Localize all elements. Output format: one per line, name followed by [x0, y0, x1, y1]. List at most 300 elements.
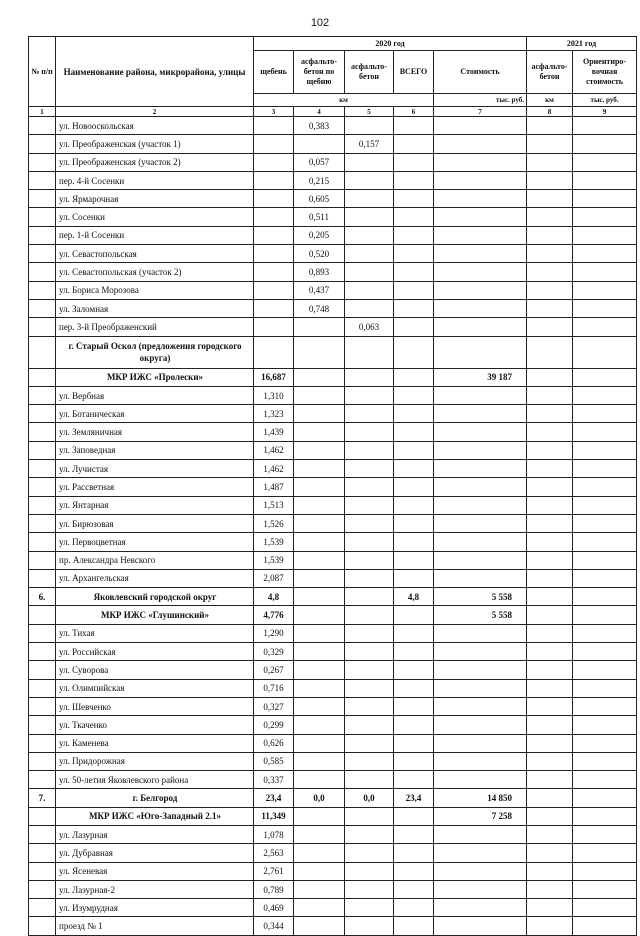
row-name: пр. Александра Невского	[56, 551, 254, 569]
cell-total	[394, 423, 434, 441]
cell-asph	[345, 190, 394, 208]
cell-est-cost-2021	[573, 190, 637, 208]
cell-asphalt-2021	[527, 551, 573, 569]
row-name: ул. Лазурная-2	[56, 880, 254, 898]
row-name: ул. Российская	[56, 643, 254, 661]
row-name: ул. Преображенская (участок 1)	[56, 135, 254, 153]
row-name: ул. Сосенки	[56, 208, 254, 226]
cell-total	[394, 807, 434, 825]
table-row	[29, 844, 637, 862]
cell-gravel: 2,761	[254, 862, 294, 880]
cell-asph	[345, 569, 394, 587]
cell-cost	[434, 318, 527, 336]
cell-asph-grav	[294, 899, 345, 917]
cell-gravel	[254, 299, 294, 317]
row-name: ул. Архангельская	[56, 569, 254, 587]
cell-asph-grav	[294, 734, 345, 752]
cell-asph-grav: 0,748	[294, 299, 345, 317]
row-name: ул. Шевченко	[56, 697, 254, 715]
cell-cost	[434, 679, 527, 697]
row-name: г. Старый Оскол (предложения городского округа)	[56, 336, 254, 368]
cell-asph	[345, 514, 394, 532]
cell-total	[394, 171, 434, 189]
cell-asphalt-2021	[527, 514, 573, 532]
cell-total	[394, 624, 434, 642]
cell-cost	[434, 734, 527, 752]
cell-est-cost-2021	[573, 624, 637, 642]
cell-asph-grav: 0,520	[294, 245, 345, 263]
cell-asphalt-2021	[527, 299, 573, 317]
row-name: пер. 4-й Сосенки	[56, 171, 254, 189]
cell-asph-grav: 0,383	[294, 117, 345, 135]
row-name: пер. 3-й Преображенский	[56, 318, 254, 336]
table-row	[29, 245, 637, 263]
unit-rub-2021: тыс. руб.	[573, 94, 637, 107]
cell-gravel: 1,462	[254, 441, 294, 459]
table-row	[29, 551, 637, 569]
cell-gravel: 0,329	[254, 643, 294, 661]
cell-est-cost-2021	[573, 514, 637, 532]
cell-gravel: 16,687	[254, 368, 294, 386]
cell-asphalt-2021	[527, 245, 573, 263]
row-number	[29, 661, 56, 679]
row-name: г. Белгород	[56, 789, 254, 807]
column-number: 2	[56, 107, 254, 117]
cell-asph-grav	[294, 460, 345, 478]
table-row	[29, 441, 637, 459]
row-number	[29, 917, 56, 935]
cell-asphalt-2021	[527, 386, 573, 404]
cell-gravel	[254, 208, 294, 226]
cell-total	[394, 862, 434, 880]
cell-total	[394, 135, 434, 153]
cell-gravel: 1,462	[254, 460, 294, 478]
cell-est-cost-2021	[573, 208, 637, 226]
header-asphalt: асфальто-бетон	[345, 51, 394, 94]
cell-est-cost-2021	[573, 697, 637, 715]
header-year-2021: 2021 год	[527, 37, 637, 51]
row-number	[29, 117, 56, 135]
header-gravel: щебень	[254, 51, 294, 94]
cell-cost	[434, 171, 527, 189]
row-number	[29, 405, 56, 423]
cell-asphalt-2021	[527, 661, 573, 679]
row-number	[29, 807, 56, 825]
cell-cost	[434, 135, 527, 153]
cell-asphalt-2021	[527, 171, 573, 189]
cell-asph-grav	[294, 917, 345, 935]
cell-est-cost-2021	[573, 880, 637, 898]
table-row	[29, 514, 637, 532]
cell-cost	[434, 226, 527, 244]
row-number	[29, 190, 56, 208]
cell-total	[394, 825, 434, 843]
column-number: 5	[345, 107, 394, 117]
table-row	[29, 752, 637, 770]
cell-est-cost-2021	[573, 299, 637, 317]
cell-cost	[434, 825, 527, 843]
header-asphalt-on-gravel: асфальто-бетон по щебню	[294, 51, 345, 94]
table-row	[29, 880, 637, 898]
cell-asph-grav	[294, 697, 345, 715]
cell-total	[394, 679, 434, 697]
cell-cost	[434, 752, 527, 770]
cell-asphalt-2021	[527, 752, 573, 770]
row-number	[29, 697, 56, 715]
cell-cost	[434, 190, 527, 208]
cell-cost	[434, 299, 527, 317]
cell-total	[394, 441, 434, 459]
row-number	[29, 514, 56, 532]
cell-asph-grav	[294, 318, 345, 336]
table-row	[29, 679, 637, 697]
cell-gravel: 0,344	[254, 917, 294, 935]
cell-est-cost-2021	[573, 734, 637, 752]
row-number: 6.	[29, 588, 56, 606]
cell-asph-grav: 0,605	[294, 190, 345, 208]
row-number	[29, 533, 56, 551]
cell-est-cost-2021	[573, 899, 637, 917]
cell-asph	[345, 551, 394, 569]
row-name: ул. Севастопольская	[56, 245, 254, 263]
cell-asphalt-2021	[527, 153, 573, 171]
cell-gravel: 1,290	[254, 624, 294, 642]
cell-cost	[434, 533, 527, 551]
cell-asphalt-2021	[527, 825, 573, 843]
cell-asph	[345, 899, 394, 917]
cell-gravel	[254, 226, 294, 244]
cell-asphalt-2021	[527, 281, 573, 299]
cell-asph-grav	[294, 624, 345, 642]
header-asphalt-2021: асфальто-бетон	[527, 51, 573, 94]
table-row	[29, 190, 637, 208]
cell-asphalt-2021	[527, 336, 573, 368]
row-number	[29, 368, 56, 386]
row-number	[29, 899, 56, 917]
row-number	[29, 386, 56, 404]
cell-total	[394, 368, 434, 386]
cell-total	[394, 117, 434, 135]
cell-gravel: 0,299	[254, 716, 294, 734]
cell-cost	[434, 880, 527, 898]
row-name: проезд № 1	[56, 917, 254, 935]
cell-cost	[434, 245, 527, 263]
table-row	[29, 771, 637, 789]
cell-gravel: 1,323	[254, 405, 294, 423]
cell-est-cost-2021	[573, 117, 637, 135]
cell-est-cost-2021	[573, 551, 637, 569]
row-name: ул. Заломная	[56, 299, 254, 317]
cell-est-cost-2021	[573, 318, 637, 336]
cell-asph	[345, 588, 394, 606]
cell-gravel	[254, 153, 294, 171]
row-number	[29, 825, 56, 843]
row-name: ул. Тихая	[56, 624, 254, 642]
cell-asphalt-2021	[527, 441, 573, 459]
cell-asph	[345, 844, 394, 862]
row-name: ул. Олимпийская	[56, 679, 254, 697]
cell-total	[394, 569, 434, 587]
header-name: Наименование района, микрорайона, улицы	[56, 37, 254, 107]
cell-asphalt-2021	[527, 135, 573, 153]
cell-cost: 5 558	[434, 588, 527, 606]
row-number	[29, 771, 56, 789]
cell-total	[394, 551, 434, 569]
row-name: ул. Ботаническая	[56, 405, 254, 423]
cell-asphalt-2021	[527, 880, 573, 898]
cell-est-cost-2021	[573, 643, 637, 661]
section-row	[29, 588, 637, 606]
row-name: ул. Лучистая	[56, 460, 254, 478]
cell-gravel: 0,267	[254, 661, 294, 679]
cell-total	[394, 299, 434, 317]
cell-cost	[434, 862, 527, 880]
cell-asph-grav	[294, 514, 345, 532]
cell-total	[394, 844, 434, 862]
row-number: 7.	[29, 789, 56, 807]
cell-asph	[345, 771, 394, 789]
row-name: ул. Севастопольская (участок 2)	[56, 263, 254, 281]
cell-asph-grav	[294, 368, 345, 386]
cell-cost	[434, 514, 527, 532]
cell-asph-grav	[294, 135, 345, 153]
cell-gravel: 1,078	[254, 825, 294, 843]
cell-asphalt-2021	[527, 899, 573, 917]
cell-total	[394, 899, 434, 917]
row-name: ул. Первоцветная	[56, 533, 254, 551]
cell-total	[394, 405, 434, 423]
cell-est-cost-2021	[573, 405, 637, 423]
row-name: ул. Янтарная	[56, 496, 254, 514]
unit-rub: тыс. руб.	[434, 94, 527, 107]
table-row	[29, 624, 637, 642]
cell-est-cost-2021	[573, 679, 637, 697]
cell-gravel: 1,487	[254, 478, 294, 496]
row-name: МКР ИЖС «Пролески»	[56, 368, 254, 386]
table-row	[29, 661, 637, 679]
table-row	[29, 533, 637, 551]
micro-row	[29, 807, 637, 825]
column-number: 1	[29, 107, 56, 117]
row-number	[29, 569, 56, 587]
row-name: ул. Преображенская (участок 2)	[56, 153, 254, 171]
row-number	[29, 624, 56, 642]
cell-asph	[345, 917, 394, 935]
cell-asphalt-2021	[527, 697, 573, 715]
cell-asph	[345, 825, 394, 843]
cell-asphalt-2021	[527, 318, 573, 336]
cell-asphalt-2021	[527, 917, 573, 935]
cell-asph-grav: 0,215	[294, 171, 345, 189]
cell-cost	[434, 899, 527, 917]
table-row	[29, 405, 637, 423]
cell-asphalt-2021	[527, 405, 573, 423]
row-number	[29, 734, 56, 752]
cell-asph-grav	[294, 441, 345, 459]
cell-total	[394, 514, 434, 532]
cell-asph	[345, 752, 394, 770]
cell-cost	[434, 386, 527, 404]
cell-cost	[434, 336, 527, 368]
column-number: 7	[434, 107, 527, 117]
row-name: ул. Заповедная	[56, 441, 254, 459]
cell-est-cost-2021	[573, 281, 637, 299]
row-name: ул. Изумрудная	[56, 899, 254, 917]
micro-row	[29, 606, 637, 624]
cell-asphalt-2021	[527, 789, 573, 807]
cell-est-cost-2021	[573, 825, 637, 843]
cell-asph: 0,157	[345, 135, 394, 153]
cell-est-cost-2021	[573, 460, 637, 478]
cell-asph-grav	[294, 679, 345, 697]
cell-total	[394, 208, 434, 226]
cell-cost: 7 258	[434, 807, 527, 825]
cell-cost	[434, 643, 527, 661]
row-number	[29, 318, 56, 336]
cell-asph	[345, 880, 394, 898]
cell-est-cost-2021	[573, 752, 637, 770]
row-number	[29, 226, 56, 244]
cell-total	[394, 153, 434, 171]
row-number	[29, 752, 56, 770]
cell-asph	[345, 299, 394, 317]
cell-asph-grav: 0,437	[294, 281, 345, 299]
cell-total	[394, 226, 434, 244]
cell-asph	[345, 862, 394, 880]
cell-asph	[345, 153, 394, 171]
table-row	[29, 862, 637, 880]
cell-asph	[345, 697, 394, 715]
row-number	[29, 153, 56, 171]
row-name: Яковлевский городской округ	[56, 588, 254, 606]
cell-est-cost-2021	[573, 441, 637, 459]
cell-est-cost-2021	[573, 789, 637, 807]
cell-total	[394, 661, 434, 679]
cell-est-cost-2021	[573, 135, 637, 153]
cell-total: 23,4	[394, 789, 434, 807]
row-name: ул. Ярмарочная	[56, 190, 254, 208]
cell-cost	[434, 661, 527, 679]
cell-cost	[434, 117, 527, 135]
cell-asph	[345, 606, 394, 624]
table-row	[29, 423, 637, 441]
cell-est-cost-2021	[573, 336, 637, 368]
cell-asphalt-2021	[527, 643, 573, 661]
cell-asph-grav	[294, 771, 345, 789]
row-name: ул. Земляничная	[56, 423, 254, 441]
cell-gravel	[254, 318, 294, 336]
row-number	[29, 606, 56, 624]
cell-asph-grav	[294, 496, 345, 514]
cell-gravel: 4,8	[254, 588, 294, 606]
cell-total	[394, 281, 434, 299]
cell-cost	[434, 551, 527, 569]
cell-asph-grav	[294, 386, 345, 404]
row-name: ул. Лазурная	[56, 825, 254, 843]
row-name: ул. Вербная	[56, 386, 254, 404]
row-name: ул. Ясеневая	[56, 862, 254, 880]
cell-cost	[434, 423, 527, 441]
cell-total	[394, 263, 434, 281]
cell-asphalt-2021	[527, 606, 573, 624]
cell-asph	[345, 441, 394, 459]
cell-cost: 14 850	[434, 789, 527, 807]
row-number	[29, 263, 56, 281]
cell-asph: 0,063	[345, 318, 394, 336]
table-row	[29, 153, 637, 171]
row-name: ул. 50-летия Яковлевского района	[56, 771, 254, 789]
cell-asph	[345, 386, 394, 404]
cell-asph	[345, 226, 394, 244]
cell-cost	[434, 569, 527, 587]
cell-asphalt-2021	[527, 624, 573, 642]
cell-asph	[345, 679, 394, 697]
cell-cost: 39 187	[434, 368, 527, 386]
cell-total	[394, 245, 434, 263]
cell-cost: 5 558	[434, 606, 527, 624]
table-row	[29, 263, 637, 281]
row-number	[29, 496, 56, 514]
cell-asphalt-2021	[527, 263, 573, 281]
column-number: 3	[254, 107, 294, 117]
cell-gravel: 1,310	[254, 386, 294, 404]
cell-cost	[434, 917, 527, 935]
table-row	[29, 899, 637, 917]
cell-gravel: 23,4	[254, 789, 294, 807]
row-name: ул. Придорожная	[56, 752, 254, 770]
cell-cost	[434, 441, 527, 459]
table-row	[29, 569, 637, 587]
cell-est-cost-2021	[573, 386, 637, 404]
cell-asph-grav	[294, 752, 345, 770]
cell-est-cost-2021	[573, 588, 637, 606]
cell-est-cost-2021	[573, 716, 637, 734]
cell-asphalt-2021	[527, 844, 573, 862]
cell-gravel: 4,776	[254, 606, 294, 624]
cell-asph-grav: 0,0	[294, 789, 345, 807]
cell-cost	[434, 153, 527, 171]
table-row	[29, 697, 637, 715]
cell-asphalt-2021	[527, 588, 573, 606]
road-works-table	[28, 36, 637, 936]
row-name: ул. Дубравная	[56, 844, 254, 862]
cell-asphalt-2021	[527, 117, 573, 135]
cell-est-cost-2021	[573, 807, 637, 825]
cell-asphalt-2021	[527, 716, 573, 734]
unit-km-2021: км	[527, 94, 573, 107]
cell-asph	[345, 496, 394, 514]
cell-asph	[345, 478, 394, 496]
cell-est-cost-2021	[573, 245, 637, 263]
cell-asph-grav	[294, 551, 345, 569]
cell-asph	[345, 171, 394, 189]
cell-gravel	[254, 263, 294, 281]
row-name: ул. Новооскольская	[56, 117, 254, 135]
header-year-2020: 2020 год	[254, 37, 527, 51]
section-row	[29, 789, 637, 807]
cell-est-cost-2021	[573, 569, 637, 587]
cell-gravel	[254, 171, 294, 189]
row-number	[29, 478, 56, 496]
cell-gravel	[254, 135, 294, 153]
cell-asphalt-2021	[527, 226, 573, 244]
cell-asph-grav	[294, 716, 345, 734]
cell-cost	[434, 263, 527, 281]
cell-total	[394, 318, 434, 336]
cell-asph-grav	[294, 643, 345, 661]
table-row	[29, 386, 637, 404]
row-number	[29, 716, 56, 734]
